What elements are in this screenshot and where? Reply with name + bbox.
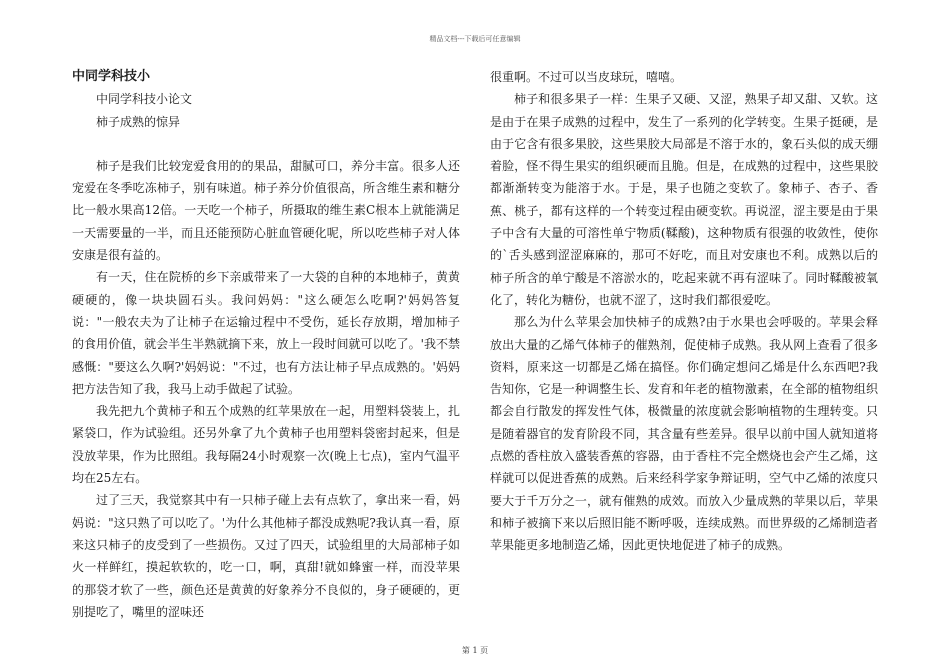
essay-subtitle: 中同学科技小论文 (96, 92, 193, 107)
paragraph: 那么为什么苹果会加快柿子的成熟?由于水果也会呼吸的。苹果会释放出大量的乙烯气体柿子的催熟剂，促使柿子成熟。我从网上查看了很多资料，原来这一切都是乙烯在搞怪。你们确定想问乙烯是什么东西吧?我告知你，它是一种调整生长、发育和年老的植物激素，在全部的植物组织都会自行散发的挥发性气体，极微量的浓度就会影响植物的生理转变。只是随着器官的发育阶段不同，其含量有些差异。很早以前中国人就知道将点燃的香柱放入盛装香蕉的容器，由于香柱不完全燃烧也会产生乙烯，这样就可以促进香蕉的成熟。后来经科学家争辩证明，空气中乙烯的浓度只要大于千万分之一，就有催熟的成效。而放入少量成熟的苹果以后，苹果和柿子被摘下来以后照旧能不断呼吸，连续成熟。而世界级的乙烯制造者苹果能更多地制造乙烯，因此更快地促进了柿子的成熟。 (490, 315, 878, 553)
paragraph: 柿子和很多果子一样：生果子又硬、又涩，熟果子却又甜、又软。这是由于在果子成熟的过程中，发生了一系列的化学转变。生果子挺硬，是由于它含有很多果胶，这些果胶大局部是不溶于水的，象石头似的成天绷着脸，怪不得生果实的组织硬而且脆。但是，在成熟的过程中，这些果胶都渐渐转变为能溶于水。于是，果子也随之变软了。象柿子、杏子、香蕉、桃子，都有这样的一个转变过程由硬变软。再说涩，涩主要是由于果子中含有大量的可溶性单宁物质(鞣酸)，这种物质有很强的收敛性，使你的`舌头感到涩涩麻麻的，那可不好吃，而且对安康也不利。成熟以后的柿子所含的单宁酸是不溶淤水的，吃起来就不再有涩味了。同时鞣酸被氧化了，转化为糖份，也就不涩了，这时我们都很爱吃。 (490, 92, 878, 307)
left-column (72, 66, 460, 623)
paragraph: 过了三天，我觉察其中有一只柿子碰上去有点软了，拿出来一看，妈妈说："这只熟了可以吃了。'为什么其他柿子都没成熟呢?我认真一看，原来这只柿子的皮受到了一些损伤。又过了四天，试验组里的大局部柿子如火一样鲜红，摸起软软的，吃一口，啊，真甜!就如蜂蜜一样，而没苹果的那袋才软了一些，颜色还是黄黄的好象养分不良似的，身子硬硬的，更别提吃了，嘴里的涩味还 (72, 493, 460, 619)
spacer (72, 133, 460, 155)
paragraph: 我先把九个黄柿子和五个成熟的红苹果放在一起，用塑料袋装上，扎紧袋口，作为试验组。还另外拿了九个黄柿子也用塑料袋密封起来，但是没放苹果，作为比照组。我每隔24小时观察一次(晚上七点)，室内气温平均在25左右。 (72, 404, 460, 486)
document-title: 中同学科技小 (72, 69, 151, 84)
paragraph-continuation: 很重啊。不过可以当皮球玩，嘻嘻。 (490, 70, 683, 84)
page-number: 第 1 页 (461, 646, 489, 655)
paragraph: 有一天，住在院桥的乡下亲戚带来了一大袋的自种的本地柿子，黄黄硬硬的，像一块块圆石头。我问妈妈："这么硬怎么吃啊?'妈妈答复说："一般农夫为了让柿子在运输过程中不受伤，延长存放期，增加柿子的食用价值，就会半生半熟就摘下来，放上一段时间就可以吃了。'我不禁感慨："要这么久啊?'妈妈说："不过，也有方法让柿子早点成熟的。'妈妈把方法告知了我，我马上动手做起了试验。 (72, 270, 460, 396)
essay-title: 柿子成熟的惊异 (96, 114, 181, 129)
page-header: 精品文档---下载后可任意编辑 (429, 35, 521, 43)
right-column (490, 66, 878, 557)
paragraph: 柿子是我们比较宠爱食用的的果品，甜腻可口，养分丰富。很多人还宠爱在冬季吃冻柿子，别有味道。柿子养分价值很高，所含维生素和糖分比一般水果高12倍。一天吃一个柿子，所摄取的维生素C根本上就能满足一天需要量的一半，而且还能预防心脏血管硬化呢，所以吃些柿子对人体安康是很有益的。 (72, 158, 460, 263)
